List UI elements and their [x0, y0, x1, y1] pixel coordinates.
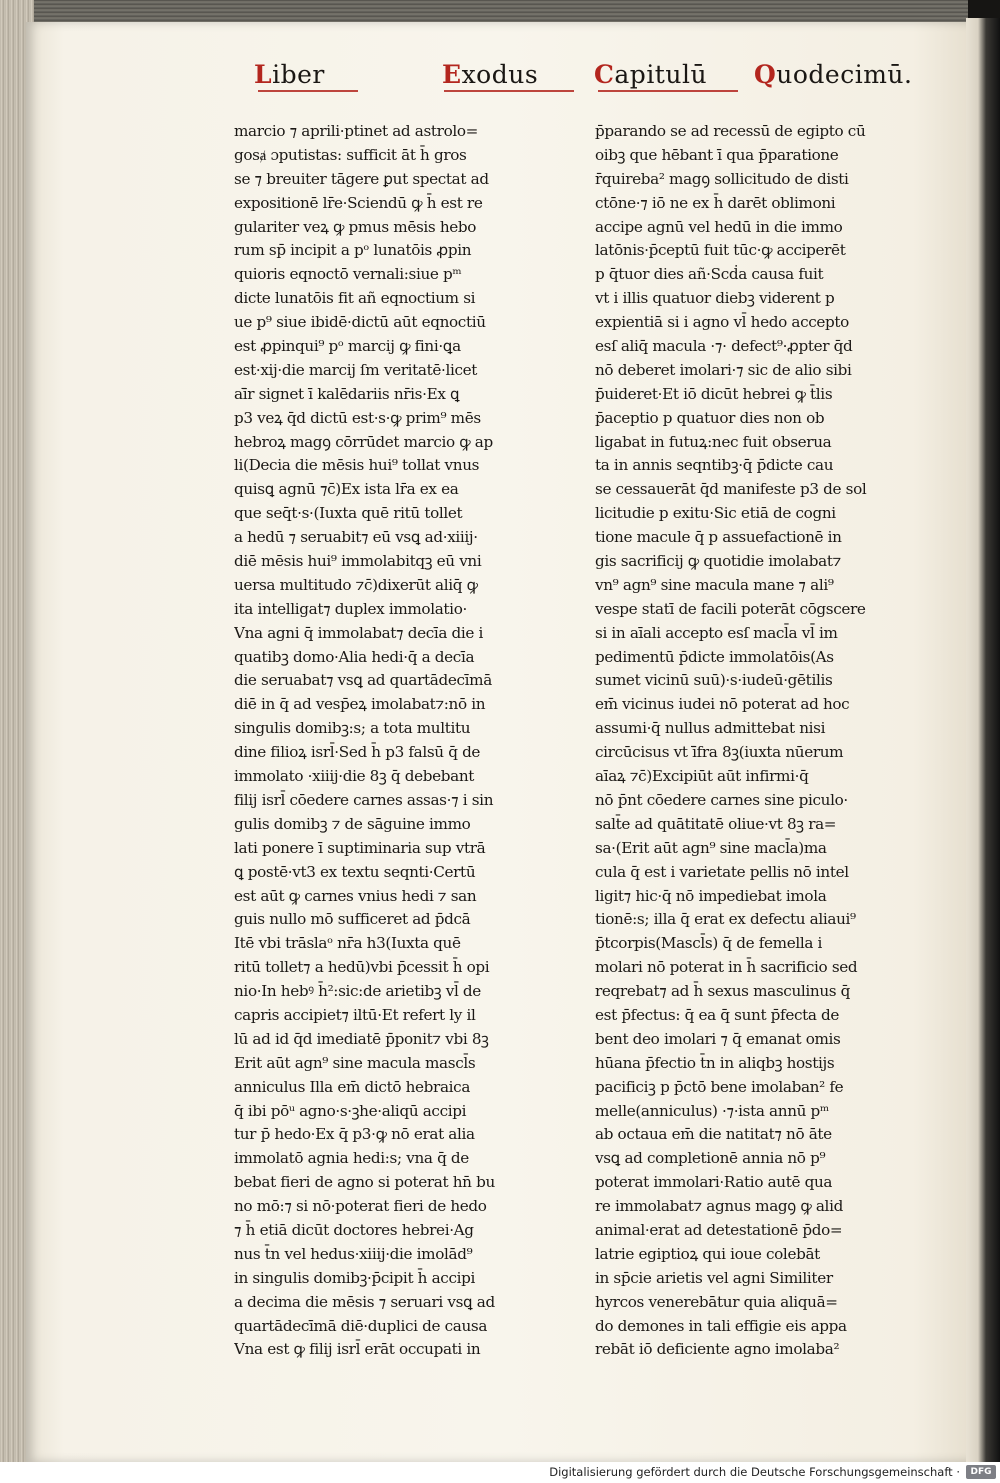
- running-head-rest: xodus: [461, 60, 539, 89]
- text-line: immolato ·xiiij·die 8ꝫ q̄ debebant: [234, 767, 475, 786]
- text-line: gosⱥ ɔputistas: sufficit āt h̄ gros: [234, 145, 467, 164]
- text-line: lū ad id q̄d imediatē p̄ponit⁊ vbi 8ꝫ: [234, 1029, 489, 1048]
- text-column-left: [234, 120, 524, 1362]
- text-line: filij isrl̄ cōedere carnes assas·⁊ i sin: [234, 790, 494, 809]
- text-line: bent deo imolari ⁊ q̄ emanat omis: [595, 1029, 841, 1048]
- text-line: gulariter veꝝ ꝙ pmus mēsis hebo: [234, 217, 477, 236]
- text-line: expientiā si i agno vl̄ hedo accepto: [595, 313, 849, 332]
- rubric-underline-center: [444, 90, 574, 92]
- text-line: reqrebat⁊ ad h̄ sexus masculinus q̄: [595, 982, 851, 1001]
- running-head-rest: iber: [272, 60, 325, 89]
- text-line: ab octaua em̄ die natitat⁊ nō āte: [595, 1125, 832, 1144]
- text-line: diē mēsis hui⁹ immolabitqꝫ eū vni: [234, 552, 482, 571]
- text-line: vespe statī de facili poterāt cōgscere: [595, 599, 866, 618]
- text-line: gis sacrificij ꝙ quotidie imolabat⁊: [595, 552, 841, 571]
- text-line: vsꝗ ad completionē annia nō p⁹: [595, 1149, 826, 1168]
- rubric-initial: C: [594, 60, 615, 89]
- text-line: vt i illis quatuor diebꝫ viderent p: [595, 289, 835, 308]
- text-line: do demones in tali effigie eis appa: [595, 1316, 847, 1335]
- text-line: tione macule q̄ p assuefactionē in: [595, 528, 842, 547]
- text-line: se ⁊ breuiter tāgere ꝑut spectat ad: [234, 169, 489, 188]
- text-line: dicte lunatōis fit añ eqnoctium si: [234, 289, 476, 308]
- footer-credit: Digitalisierung gefördert durch die Deutsche Forschungsgemeinschaft ·: [549, 1465, 960, 1479]
- text-line: guis nullo mō sufficeret ad p̄dcā: [234, 910, 471, 929]
- text-line: hūana p̄fectio t̄n in aliqbꝫ hostijs: [595, 1053, 835, 1072]
- text-line: Vna est ꝙ filij isrl̄ erāt occupati in: [234, 1340, 481, 1359]
- text-line: licitudie p exitu·Sic etiā de cogni: [595, 504, 836, 523]
- text-line: nio·In hebꝰ h̄²:sic:de arietibꝫ vl̄ de: [234, 982, 481, 1001]
- text-line: expositionē lr̄e·Sciendū ꝙ h̄ est re: [234, 193, 483, 212]
- text-line: aīaꝝ ⁊c̄)Excipiūt aūt infirmi·q̄: [595, 767, 809, 786]
- text-line: hyrcos venerebātur quia aliquā=: [595, 1292, 838, 1311]
- text-line: si in aīali accepto esſ macl̄a vl̄ im: [595, 623, 838, 642]
- text-line: rum sp̄ incipit a pᵒ lunatōis ꝓpin: [234, 241, 472, 260]
- text-line: Itē vbi trāslaᵒ nr̄a h3(Iuxta quē: [234, 934, 461, 953]
- text-line: r̄quireba² magꝯ sollicitudo de disti: [595, 169, 849, 188]
- text-line: quartādecīmā diē·duplici de causa: [234, 1316, 488, 1335]
- text-line: sumet vicinū suū)·s·iudeū·gētilis: [595, 671, 833, 690]
- text-line: ⁊ h̄ etiā dicūt doctores hebrei·Ag: [234, 1220, 474, 1239]
- text-line: a decima die mēsis ⁊ seruari vsꝗ ad: [234, 1292, 495, 1311]
- text-line: circūcisus vt ī̄fra 8ꝫ(iuxta nūerum: [595, 743, 844, 762]
- text-line: li(Decia die mēsis hui⁹ tollat vnus: [234, 456, 480, 475]
- text-line: ꝗ postē·vt3 ex textu seqnti·Certū: [234, 862, 476, 881]
- text-line: ue p⁹ siue ibidē·dictū aūt eqnoctiū: [234, 313, 486, 332]
- text-line: sa·(Erit aūt agn⁹ sine macl̄a)ma: [595, 838, 827, 857]
- text-line: hebroꝝ magꝯ cōrrūdet marcio ꝙ ap: [234, 432, 493, 451]
- page-edges-right: [966, 18, 1000, 1462]
- running-head-liber: [254, 60, 325, 89]
- text-line: latōnis·p̄ceptū fuit tūc·ꝙ acciperēt: [595, 241, 846, 260]
- text-line: tionē:s; illa q̄ erat ex defectu aliaui⁹: [595, 910, 856, 929]
- text-line: p̄parando se ad recessū de egipto cū: [595, 122, 866, 140]
- text-line: dine filioꝝ isrl̄·Sed h̄ p3 falsū q̄ de: [234, 743, 481, 762]
- text-line: nō deberet imolari·⁊ sic de alio sibi: [595, 360, 852, 379]
- text-line: die seruabat⁊ vsꝗ ad quartādecīmā: [234, 671, 492, 690]
- text-line: p q̄tuor dies añ·Scḋa causa fuit: [595, 265, 824, 284]
- running-head-quodecimum: [754, 60, 912, 89]
- text-line: quisꝗ agnū ⁊c̄)Ex ista lr̄a ex ea: [234, 480, 459, 499]
- text-line: p̄aceptio p quatuor dies non ob: [595, 408, 825, 427]
- text-line: in sp̄cie arietis vel agni Similiter: [595, 1268, 833, 1287]
- text-line: poterat immolari·Ratio autē qua: [595, 1173, 833, 1192]
- text-line: ligit⁊ hic·q̄ nō impediebat imola: [595, 886, 827, 905]
- text-line: que seq̄t·s·(Iuxta quē ritū tollet: [234, 504, 463, 523]
- text-line: re immolabat⁊ agnus magꝯ ꝙ alid: [595, 1197, 843, 1216]
- text-line: ita intelligat⁊ duplex immolatio·: [234, 599, 467, 618]
- running-head-rest: apitulū: [614, 60, 708, 89]
- text-line: immolatō agnia hedi:s; vna q̄ de: [234, 1149, 469, 1168]
- text-line: oibꝫ que hēbant ī qua p̄paratione: [595, 145, 839, 164]
- text-column-right: [595, 120, 885, 1362]
- text-line: capris accipiet⁊ iltū·Et refert ly il: [234, 1005, 476, 1024]
- running-head-capitulum: [594, 60, 707, 89]
- text-line: melle(anniculus) ·⁊·ista annū pᵐ: [595, 1101, 829, 1120]
- text-line: lati ponere ī suptiminaria sup vtrā: [234, 838, 486, 857]
- text-line: esſ aliq̄ macula ·⁊· defect⁹·ꝓpter q̄d: [595, 337, 853, 356]
- text-line: nō p̄nt cōedere carnes sine piculo·: [595, 790, 848, 809]
- text-line: uersa multitudo ⁊c̄)dixerūt aliq̄ ꝙ: [234, 575, 478, 594]
- dfg-logo: DFG: [966, 1465, 996, 1479]
- text-line: pedimentū p̄dicte immolatōis(As: [595, 647, 834, 666]
- running-head-exodus: [442, 60, 538, 89]
- text-line: a hedū ⁊ seruabit⁊ eū vsꝗ ad·xiiij·: [234, 528, 478, 547]
- text-line: ctōne·⁊ iō ne ex h̄ darēt oblimoni: [595, 193, 836, 212]
- text-line: vn⁹ agn⁹ sine macula mane ⁊ ali⁹: [595, 575, 834, 594]
- footer-bar: [0, 1462, 1000, 1483]
- text-line: quioris eqnoctō vernali:siue pᵐ: [234, 265, 462, 284]
- rubric-underline-right: [598, 90, 738, 92]
- page-edges-top: [30, 0, 968, 22]
- text-line: aī̄r signet ī kalēdariis nr̄is·Ex ꝗ: [234, 384, 460, 403]
- text-line: p3 veꝝ q̄d dictū est·s·ꝙ prim⁹ mēs: [234, 408, 481, 427]
- text-line: se cessauerāt q̄d manifeste p3 de sol: [595, 480, 867, 499]
- running-head: [26, 60, 970, 100]
- text-line: accipe agnū vel hedū in die immo: [595, 217, 843, 236]
- text-line: nus t̄n vel hedus·xiiij·die imolād⁹: [234, 1244, 473, 1263]
- text-line: ritū tollet⁊ a hedū)vbi p̄cessit h̄ opi: [234, 958, 490, 977]
- text-line: cula q̄ est i varietate pellis nō intel: [595, 862, 849, 881]
- rubric-initial: Q: [754, 60, 777, 89]
- text-line: rebāt iō deficiente agno imolaba²: [595, 1340, 840, 1359]
- text-line: est·xij·die marcij ſm veritatē·licet: [234, 360, 478, 379]
- text-line: pacificiꝫ p p̄ctō bene imolaban² fe: [595, 1077, 844, 1096]
- text-line: bebat fieri de agno si poterat hn̄ bu: [234, 1173, 495, 1192]
- text-line: anniculus Illa em̄ dictō hebraica: [234, 1077, 471, 1096]
- text-line: in singulis domibꝫ·p̄cipit h̄ accipi: [234, 1268, 475, 1287]
- text-line: gulis domibꝫ ⁊ de sāguine immo: [234, 814, 471, 833]
- text-line: diē in q̄ ad vesp̄eꝝ imolabat⁊:nō in: [234, 695, 486, 714]
- text-line: ta in annis seqntibꝫ·q̄ p̄dicte cau: [595, 456, 834, 475]
- text-line: molari nō poterat in h̄ sacrificio sed: [595, 958, 858, 977]
- text-line: q̄ ibi pōᵘ agno·s·ꝫhe·aliqū accipi: [234, 1101, 467, 1120]
- text-line: p̄uideret·Et iō dicūt hebrei ꝙ t̄lis: [595, 384, 833, 403]
- text-line: Erit aūt agn⁹ sine macula mascl̄s: [234, 1053, 476, 1072]
- running-head-rest: uodecimū.: [776, 60, 913, 89]
- text-line: est p̄fectus: q̄ ea q̄ sunt p̄fecta de: [595, 1005, 840, 1024]
- text-line: assumi·q̄ nullus admittebat nisi: [595, 719, 826, 738]
- text-line: tur p̄ hedo·Ex q̄ p3·ꝙ nō erat alia: [234, 1125, 475, 1144]
- text-line: animal·erat ad detestationē p̄do=: [595, 1220, 843, 1239]
- text-line: quatibꝫ domo·Alia hedi·q̄ a decīa: [234, 647, 475, 666]
- rubric-underline-left: [258, 90, 358, 92]
- text-line: ligabat in futuꝝ:nec fuit obserua: [595, 432, 832, 451]
- text-line: Vna agni q̄ immolabat⁊ decīa die i: [234, 623, 484, 642]
- rubric-initial: E: [442, 60, 462, 89]
- text-line: no mō:⁊ si nō·poterat fieri de hedo: [234, 1197, 487, 1216]
- text-line: em̄ vicinus iudei nō poterat ad hoc: [595, 695, 850, 714]
- text-line: marcio ⁊ aprili·ptinet ad astrolo=: [234, 122, 479, 140]
- text-line: salt̄e ad quātitatē oliue·vt 8ꝫ ra=: [595, 814, 837, 833]
- text-line: est aūt ꝙ carnes vnius hedi ⁊ san: [234, 886, 477, 905]
- text-line: p̄tcorpis(Mascl̄s) q̄ de femella i: [595, 934, 823, 953]
- rubric-initial: L: [254, 60, 273, 89]
- text-line: est ꝓpinqui⁹ pᵒ marcij ꝙ fini·ꝗa: [234, 337, 461, 356]
- text-line: singulis domibꝫ:s; a tota multitu: [234, 719, 471, 738]
- text-line: latrie egiptioꝝ qui ioue colebāt: [595, 1244, 820, 1263]
